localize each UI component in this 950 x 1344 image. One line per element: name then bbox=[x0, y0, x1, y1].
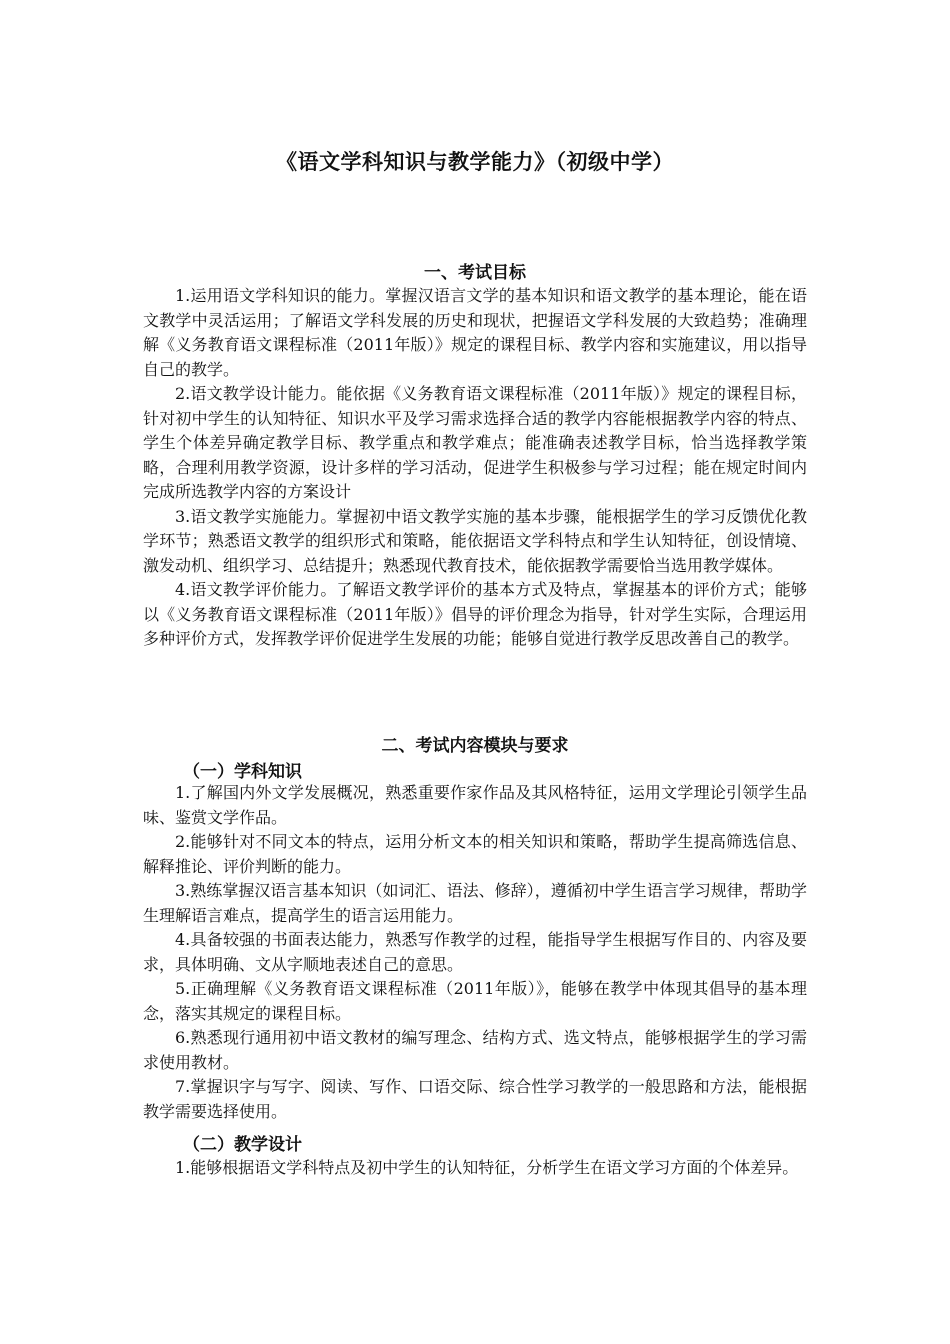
knowledge-paragraph: 4.具备较强的书面表达能力，熟悉写作教学的过程，能指导学生根据写作目的、内容及要求，具体明确、文从字顺地表述自己的意思。 bbox=[143, 930, 807, 974]
document-title: 《语文学科知识与教学能力》（初级中学） bbox=[276, 150, 674, 174]
knowledge-paragraph: 1.了解国内外文学发展概况，熟悉重要作家作品及其风格特征，运用文学理论引领学生品味、鉴赏文学作品。 bbox=[143, 783, 807, 827]
exam-goal-paragraph: 1.运用语文学科知识的能力。掌握汉语言文学的基本知识和语文教学的基本理论，能在语文教学中灵活运用；了解语文学科发展的历史和现状，把握语文学科发展的大致趋势；准确理解《义务教育语文课程标准（2011年版）》规定的课程目标、教学内容和实施建议，用以指导自己的教学。 bbox=[143, 286, 807, 379]
subsection-heading-subject-knowledge: （一）学科知识 bbox=[183, 762, 302, 782]
knowledge-paragraph: 3.熟练掌握汉语言基本知识（如词汇、语法、修辞），遵循初中学生语言学习规律，帮助学生理解语言难点，提高学生的语言运用能力。 bbox=[143, 881, 807, 925]
knowledge-paragraph: 2.能够针对不同文本的特点，运用分析文本的相关知识和策略，帮助学生提高筛选信息、解释推论、评价判断的能力。 bbox=[143, 832, 807, 876]
exam-goals-body bbox=[143, 284, 807, 652]
subject-knowledge-body bbox=[143, 781, 807, 1124]
design-paragraph: 1.能够根据语文学科特点及初中学生的认知特征，分析学生在语文学习方面的个体差异。 bbox=[175, 1158, 799, 1177]
exam-goal-paragraph: 4.语文教学评价能力。了解语文教学评价的基本方式及特点，掌握基本的评价方式；能够以《义务教育语文课程标准（2011年版）》倡导的评价理念为指导，针对学生实际，合理运用多种评价方式，发挥教学评价促进学生发展的功能；能够自觉进行教学反思改善自己的教学。 bbox=[143, 580, 807, 648]
exam-goal-paragraph: 2.语文教学设计能力。能依据《义务教育语文课程标准（2011年版）》规定的课程目标，针对初中学生的认知特征、知识水平及学习需求选择合适的教学内容能根据教学内容的特点、学生个体差异确定教学目标、教学重点和教学难点；能准确表述教学目标，恰当选择教学策略，合理利用教学资源，设计多样的学习活动，促进学生积极参与学习过程；能在规定时间内完成所选教学内容的方案设计 bbox=[143, 384, 807, 501]
section-heading-exam-goals: 一、考试目标 bbox=[424, 263, 526, 283]
teaching-design-body bbox=[143, 1156, 807, 1181]
knowledge-paragraph: 5.正确理解《义务教育语文课程标准（2011年版）》，能够在教学中体现其倡导的基本理念，落实其规定的课程目标。 bbox=[143, 979, 807, 1023]
knowledge-paragraph: 7.掌握识字与写字、阅读、写作、口语交际、综合性学习教学的一般思路和方法，能根据教学需要选择使用。 bbox=[143, 1077, 807, 1121]
section-heading-exam-content: 二、考试内容模块与要求 bbox=[381, 736, 569, 756]
exam-goal-paragraph: 3.语文教学实施能力。掌握初中语文教学实施的基本步骤，能根据学生的学习反馈优化教学环节；熟悉语文教学的组织形式和策略，能依据语文学科特点和学生认知特征，创设情境、激发动机、组织学习、总结提升；熟悉现代教育技术，能依据教学需要恰当选用教学媒体。 bbox=[143, 506, 807, 575]
knowledge-paragraph: 6.熟悉现行通用初中语文教材的编写理念、结构方式、选文特点，能够根据学生的学习需求使用教材。 bbox=[143, 1028, 807, 1072]
subsection-heading-teaching-design: （二）教学设计 bbox=[183, 1135, 302, 1155]
